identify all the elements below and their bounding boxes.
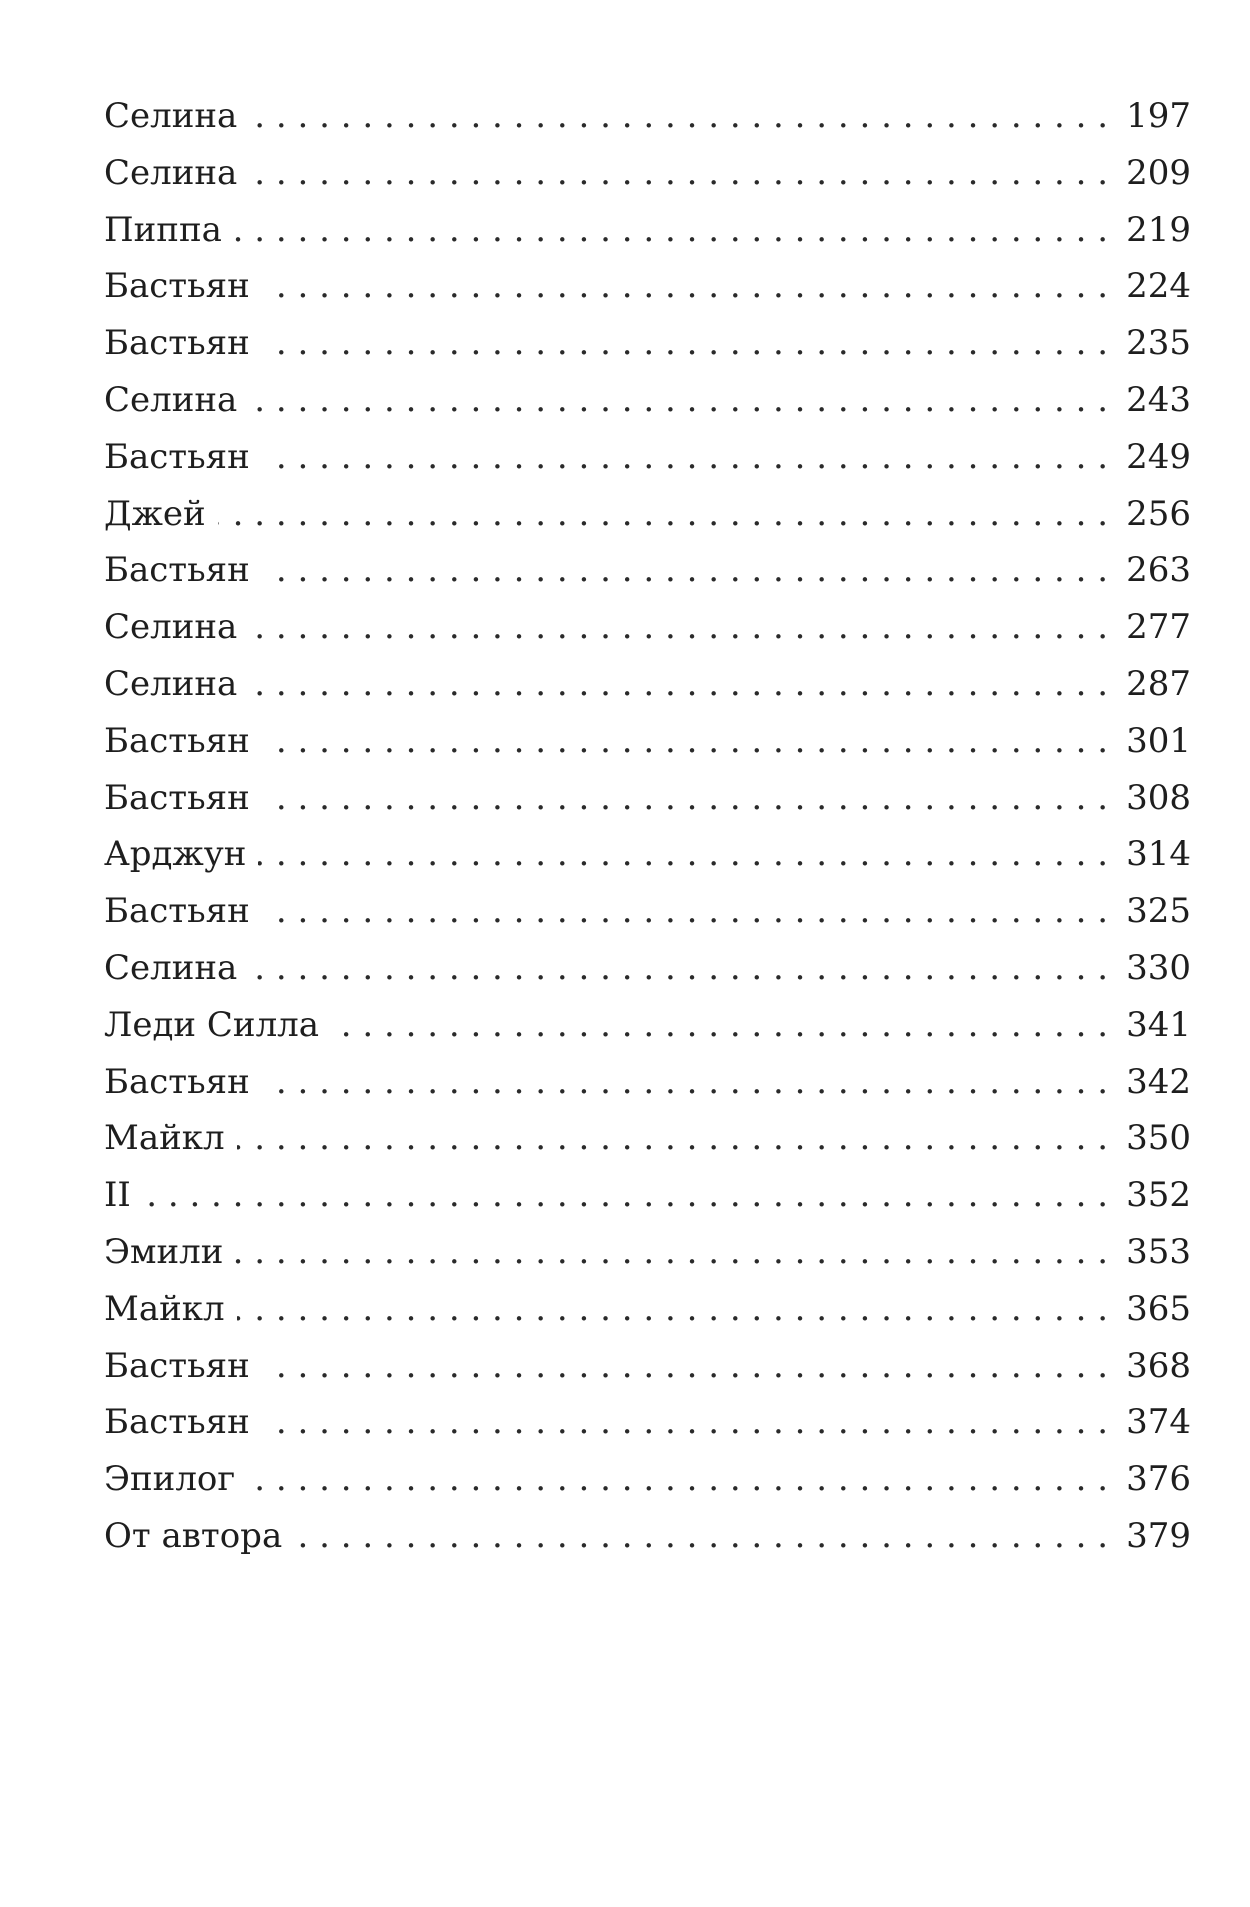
toc-entry [104, 486, 1191, 543]
page-number: 301 [1126, 720, 1191, 761]
toc-entry [104, 145, 1191, 202]
dot-leader [249, 656, 1108, 713]
dot-leader [249, 88, 1108, 145]
page-number: 243 [1126, 379, 1191, 420]
entry-title: Селина [104, 607, 238, 648]
toc-entry [104, 1508, 1191, 1565]
entry-title: Бастьян [104, 1402, 250, 1443]
toc-entry [104, 1054, 1191, 1111]
dot-leader [294, 1508, 1108, 1565]
page-number: 365 [1126, 1288, 1191, 1329]
entry-title: Арджун [104, 834, 247, 875]
dot-leader [262, 429, 1108, 486]
toc-entry [104, 1167, 1191, 1224]
dot-leader [331, 997, 1108, 1054]
page-number: 353 [1126, 1231, 1191, 1272]
entry-title: Селина [104, 663, 238, 704]
dot-leader [218, 486, 1108, 543]
toc-entry [104, 258, 1191, 315]
page-number: 341 [1126, 1004, 1191, 1045]
entry-title: Селина [104, 379, 238, 420]
dot-leader [237, 1281, 1109, 1338]
toc-entry [104, 997, 1191, 1054]
entry-title: Бастьян [104, 891, 250, 932]
dot-leader [249, 145, 1108, 202]
entry-title: Бастьян [104, 1061, 250, 1102]
toc-entry [104, 1394, 1191, 1451]
toc-entry [104, 542, 1191, 599]
toc-entry [104, 372, 1191, 429]
dot-leader [247, 1451, 1108, 1508]
page-number: 342 [1126, 1061, 1191, 1102]
entry-title: Леди Силла [104, 1004, 320, 1045]
page-number: 308 [1126, 777, 1191, 818]
page-number: 263 [1126, 550, 1191, 591]
dot-leader [237, 1110, 1109, 1167]
entry-title: Майкл [104, 1118, 225, 1159]
dot-leader [249, 940, 1108, 997]
entry-title: От автора [104, 1515, 283, 1556]
dot-leader [262, 315, 1108, 372]
entry-title: Бастьян [104, 1345, 250, 1386]
toc-entry [104, 713, 1191, 770]
toc-entry [104, 429, 1191, 486]
page-number: 209 [1126, 152, 1191, 193]
page-number: 350 [1126, 1118, 1191, 1159]
page-number: 368 [1126, 1345, 1191, 1386]
page-number: 277 [1126, 607, 1191, 648]
toc-entry [104, 883, 1191, 940]
page-number: 219 [1126, 209, 1191, 250]
dot-leader [262, 1338, 1108, 1395]
toc-entry [104, 770, 1191, 827]
dot-leader [234, 202, 1108, 259]
page-number: 224 [1126, 266, 1191, 307]
toc-entry [104, 940, 1191, 997]
dot-leader [249, 599, 1108, 656]
page-number: 235 [1126, 323, 1191, 364]
entry-title: Пиппа [104, 209, 222, 250]
entry-title: Бастьян [104, 266, 250, 307]
entry-title: Джей [104, 493, 206, 534]
dot-leader [262, 258, 1108, 315]
toc-entry [104, 599, 1191, 656]
entry-title: Эмили [104, 1231, 224, 1272]
page-number: 314 [1126, 834, 1191, 875]
entry-title: Бастьян [104, 777, 250, 818]
toc-entry [104, 656, 1191, 713]
toc-entry [104, 1224, 1191, 1281]
entry-title: Эпилог [104, 1459, 236, 1500]
entry-title: Бастьян [104, 720, 250, 761]
toc-entry [104, 1338, 1191, 1395]
entry-title: Селина [104, 152, 238, 193]
entry-title: Бастьян [104, 436, 250, 477]
dot-leader [262, 542, 1108, 599]
page-number: 287 [1126, 663, 1191, 704]
page-number: 256 [1126, 493, 1191, 534]
entry-title: II [104, 1175, 131, 1216]
entry-title: Селина [104, 947, 238, 988]
dot-leader [262, 883, 1108, 940]
toc-entry [104, 315, 1191, 372]
dot-leader [249, 372, 1108, 429]
page-number: 379 [1126, 1515, 1191, 1556]
page-number: 197 [1126, 96, 1191, 136]
dot-leader [143, 1167, 1108, 1224]
page-number: 249 [1126, 436, 1191, 477]
dot-leader [235, 1224, 1108, 1281]
table-of-contents [104, 88, 1191, 1565]
toc-entry [104, 88, 1191, 145]
entry-title: Селина [104, 96, 238, 136]
toc-entry [104, 826, 1191, 883]
dot-leader [262, 1394, 1108, 1451]
dot-leader [262, 770, 1108, 827]
toc-entry [104, 202, 1191, 259]
dot-leader [262, 1054, 1108, 1111]
page-number: 376 [1126, 1459, 1191, 1500]
page-number: 330 [1126, 947, 1191, 988]
page-number: 352 [1126, 1175, 1191, 1216]
toc-entry [104, 1281, 1191, 1338]
dot-leader [262, 713, 1108, 770]
entry-title: Майкл [104, 1288, 225, 1329]
toc-entry [104, 1451, 1191, 1508]
entry-title: Бастьян [104, 323, 250, 364]
entry-title: Бастьян [104, 550, 250, 591]
page-number: 325 [1126, 891, 1191, 932]
toc-entry [104, 1110, 1191, 1167]
dot-leader [258, 826, 1108, 883]
page-number: 374 [1126, 1402, 1191, 1443]
